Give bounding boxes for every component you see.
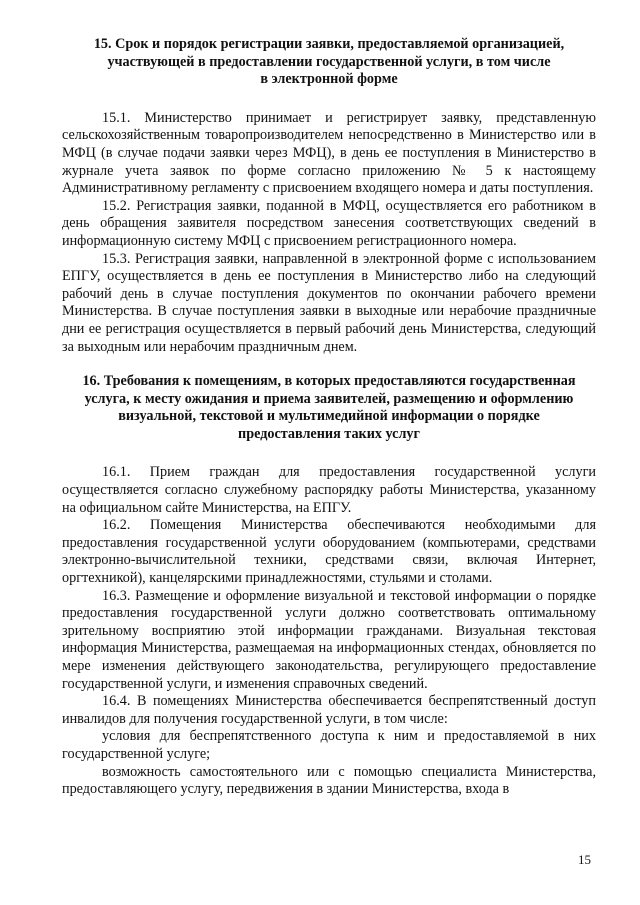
paragraph-16-2: 16.2. Помещения Министерства обеспечиваются необходимыми для предоставления государственной услуги оборудованием (компьютерами, средствами электронно-вычислительной техники, средствами связи, включая Интернет, оргтехникой), канцелярскими принадлежностями, стульями и столами. <box>62 517 596 587</box>
section-15-heading <box>62 36 596 89</box>
heading-line: услуга, к месту ожидания и приема заявителей, размещению и оформлению <box>84 390 574 407</box>
paragraph-16-4-item-2: возможность самостоятельного или с помощью специалиста Министерства, предоставляющего услугу, передвижения в здании Министерства, входа в <box>62 763 596 798</box>
paragraph-15-1: 15.1. Министерство принимает и регистрирует заявку, представленную сельскохозяйственным товаропроизводителем непосредственно в Министерство или в МФЦ (в случае подачи заявки через МФЦ), в день ее поступления в Министерство в журнале учета заявок по форме согласно приложению № 5 к настоящему Административному регламенту с присвоением входящего номера и даты поступления. <box>62 109 596 197</box>
paragraph-16-4-item-1: условия для беспрепятственного доступа к ним и предоставляемой в них государственной услуге; <box>62 728 596 762</box>
heading-line: 15. Срок и порядок регистрации заявки, предоставляемой организацией, <box>93 36 565 52</box>
paragraph-15-2: 15.2. Регистрация заявки, поданной в МФЦ, осуществляется его работником в день обращения заявителя посредством занесения соответствующих сведений в информационную систему МФЦ с присвоением регистрационного номера. <box>62 197 596 249</box>
section-15-body <box>62 110 596 356</box>
heading-line: 16. Требования к помещениям, в которых предоставляются государственная <box>82 373 576 390</box>
heading-line: участвующей в предоставлении государственной услуги, в том числе <box>107 53 551 70</box>
heading-line: предоставления таких услуг <box>238 425 420 442</box>
paragraph-15-3: 15.3. Регистрация заявки, направленной в электронной форме с использованием ЕПГУ, осуществляется в день ее поступления в Министерство либо на следующий рабочий день в случае поступления документов по окончании рабочего времени Министерства. В случае поступления заявки в выходные или нерабочие праздничные дни ее регистрация осуществляется в первый рабочий день Министерства, следующий за выходным или нерабочим праздничным днем. <box>62 250 596 355</box>
section-16-heading <box>62 373 596 443</box>
page-number: 15 <box>578 852 591 867</box>
section-16-body <box>62 464 596 798</box>
paragraph-16-1: 16.1. Прием граждан для предоставления государственной услуги осуществляется согласно служебному распорядку работы Министерства, указанному на официальном сайте Министерства, на ЕПГУ. <box>62 464 596 516</box>
heading-line: в электронной форме <box>260 71 398 88</box>
paragraph-16-4: 16.4. В помещениях Министерства обеспечивается беспрепятственный доступ инвалидов для получения государственной услуги, в том числе: <box>62 693 596 727</box>
paragraph-16-3: 16.3. Размещение и оформление визуальной и текстовой информации о порядке предоставления государственной услуги должно соответствовать оптимальному зрительному восприятию этой информации гражданами. Визуальная текстовая информация Министерства, размещаемая на информационных стендах, обновляется по мере изменения действующего законодательства, регулирующего предоставление государственной услуги, и изменения справочных сведений. <box>62 587 596 692</box>
document-page <box>62 36 596 799</box>
heading-line: визуальной, текстовой и мультимедийной информации о порядке <box>118 408 540 425</box>
